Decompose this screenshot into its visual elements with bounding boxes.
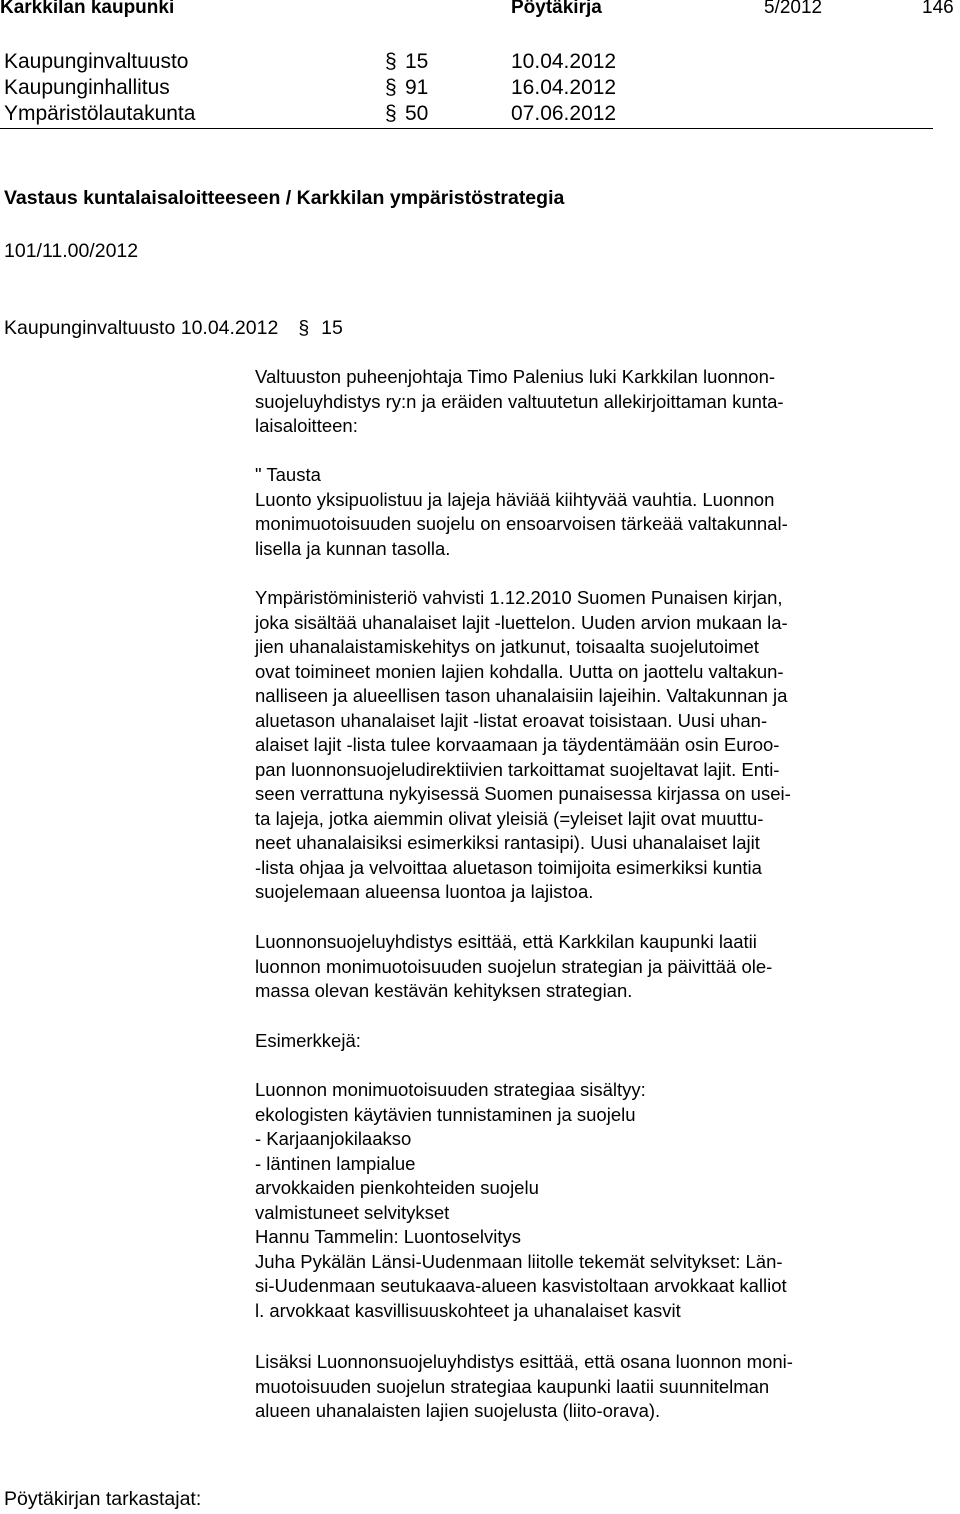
text-line: Luonto yksipuolistuu ja lajeja häviää kiihtyvää vauhtia. Luonnon xyxy=(255,488,775,510)
meeting-line-number: 15 xyxy=(321,317,343,339)
text-line: " Tausta xyxy=(255,464,321,485)
meeting-body: Ympäristölautakunta xyxy=(4,102,196,125)
text-line: pan luonnonsuojeludirektiivien tarkoittamat suojeltavat lajit. Enti- xyxy=(255,758,780,780)
text-line: suojelemaan alueensa luontoa ja lajistoa. xyxy=(255,881,594,902)
meeting-date: 07.06.2012 xyxy=(511,102,617,125)
text-line: Esimerkkejä: xyxy=(255,1030,361,1051)
text-line: joka sisältää uhanalaiset lajit -luettelon. Uuden arvion mukaan la- xyxy=(255,611,788,633)
text-line: aluetason uhanalaiset lajit -listat eroavat toisistaan. Uusi uhan- xyxy=(255,709,768,731)
text-line: muotoisuuden suojelun strategiaa kaupunki laatii suunnitelman xyxy=(255,1375,770,1397)
paragraph-intro xyxy=(255,365,784,439)
text-line: monimuotoisuuden suojelu on ensoarvoisen tärkeää valtakunnal- xyxy=(255,513,788,534)
paragraph-examples-heading xyxy=(255,1029,361,1054)
text-line: lisella ja kunnan tasolla. xyxy=(255,537,451,559)
text-line: ekologisten käytävien tunnistaminen ja suojelu xyxy=(255,1103,636,1125)
meeting-body: Kaupunginvaltuusto xyxy=(4,50,189,73)
section-sign: § xyxy=(385,50,397,73)
text-line: si-Uudenmaan seutukaava-alueen kasvistoltaan arvokkaat kalliot xyxy=(255,1275,787,1296)
paragraph-proposal xyxy=(255,930,772,1004)
footer-inspectors-label: Pöytäkirjan tarkastajat: xyxy=(4,1488,202,1510)
section-sign: § xyxy=(298,317,310,339)
meeting-line xyxy=(4,317,343,340)
text-line: Ympäristöministeriö vahvisti 1.12.2010 Suomen Punaisen kirjan, xyxy=(255,587,783,608)
text-line: nalliseen ja alueellisen tason uhanalaisiin lajeihin. Valtakunnan ja xyxy=(255,685,788,706)
meeting-number: 91 xyxy=(405,76,429,99)
meeting-body: Kaupunginhallitus xyxy=(4,76,170,99)
text-line: neet uhanalaisiksi esimerkiksi rantasipi). Uusi uhanalaiset lajit xyxy=(255,832,760,853)
paragraph-background xyxy=(255,463,788,561)
section-sign: § xyxy=(385,102,397,125)
header-divider xyxy=(0,128,933,129)
page-title: Vastaus kuntalaisaloitteeseen / Karkkilan ympäristöstrategia xyxy=(4,187,565,209)
text-line: jien uhanalaistamiskehitys on jatkunut, toisaalta suojelutoimet xyxy=(255,636,759,657)
text-line: massa olevan kestävän kehityksen strategian. xyxy=(255,980,633,1001)
paragraph-strategy-list xyxy=(255,1078,787,1323)
text-line: ta lajeja, jotka aiemmin olivat yleisiä (=yleiset lajit ovat muuttu- xyxy=(255,807,764,829)
text-line: luonnon monimuotoisuuden suojelun strategian ja päivittää ole- xyxy=(255,955,773,977)
text-line: -lista ohjaa ja velvoittaa aluetason toimijoita esimerkiksi kuntia xyxy=(255,856,762,878)
header-page-number: 146 xyxy=(922,0,954,18)
text-line: seen verrattuna nykyisessä Suomen punaisessa kirjassa on usei- xyxy=(255,783,791,804)
text-line: Luonnon monimuotoisuuden strategiaa sisältyy: xyxy=(255,1079,646,1100)
text-line: arvokkaiden pienkohteiden suojelu xyxy=(255,1177,539,1198)
meeting-number: 15 xyxy=(405,50,429,73)
text-line: - Karjaanjokilaakso xyxy=(255,1128,412,1149)
section-sign: § xyxy=(385,76,397,99)
header-issue: 5/2012 xyxy=(764,0,823,18)
meeting-number: 50 xyxy=(405,102,429,125)
text-line: Hannu Tammelin: Luontoselvitys xyxy=(255,1226,521,1247)
meeting-date: 16.04.2012 xyxy=(511,76,617,99)
reference-number: 101/11.00/2012 xyxy=(4,240,139,262)
text-line: laisaloitteen: xyxy=(255,415,358,436)
paragraph-additional xyxy=(255,1350,793,1424)
text-line: l. arvokkaat kasvillisuuskohteet ja uhanalaiset kasvit xyxy=(255,1299,681,1321)
text-line: alaiset lajit -lista tulee korvaamaan ja täydentämään osin Euroo- xyxy=(255,734,780,755)
text-line: Lisäksi Luonnonsuojeluyhdistys esittää, että osana luonnon moni- xyxy=(255,1351,793,1372)
paragraph-red-list xyxy=(255,586,791,905)
text-line: alueen uhanalaisten lajien suojelusta (liito-orava). xyxy=(255,1400,661,1421)
meeting-date: 10.04.2012 xyxy=(511,50,617,73)
text-line: suojeluyhdistys ry:n ja eräiden valtuutetun allekirjoittaman kunta- xyxy=(255,390,784,412)
text-line: valmistuneet selvitykset xyxy=(255,1201,450,1223)
header-org: Karkkilan kaupunki xyxy=(0,0,175,18)
text-line: Valtuuston puheenjohtaja Timo Palenius luki Karkkilan luonnon- xyxy=(255,366,776,387)
text-line: ovat toimineet monien lajien kohdalla. Uutta on jaottelu valtakun- xyxy=(255,660,784,682)
header-doc-type: Pöytäkirja xyxy=(511,0,602,18)
text-line: Juha Pykälän Länsi-Uudenmaan liitolle tekemät selvitykset: Län- xyxy=(255,1250,783,1272)
text-line: Luonnonsuojeluyhdistys esittää, että Karkkilan kaupunki laatii xyxy=(255,931,757,952)
text-line: - läntinen lampialue xyxy=(255,1152,416,1174)
meeting-line-body-date: Kaupunginvaltuusto 10.04.2012 xyxy=(4,317,279,339)
